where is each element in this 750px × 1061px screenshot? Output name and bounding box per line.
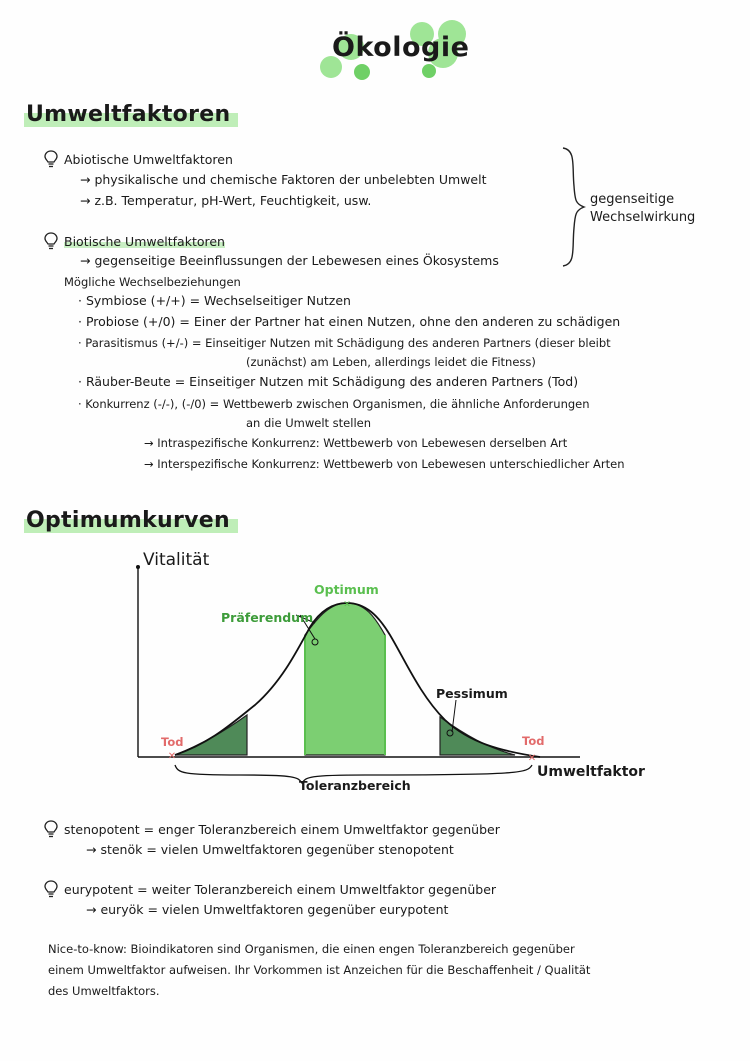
praeferendum-label: Präferendum bbox=[221, 610, 314, 625]
page-title: Ökologie bbox=[332, 32, 470, 63]
tod-label-right: Tod bbox=[522, 734, 545, 748]
konkurrenz-line-1: · Konkurrenz (-/-), (-/0) = Wettbewerb zwischen Organismen, die ähnliche Anforderungen bbox=[78, 397, 590, 411]
abiotic-heading: Abiotische Umweltfaktoren bbox=[44, 150, 233, 168]
praeferendum-area bbox=[305, 603, 385, 755]
stenoek-line: → stenök = vielen Umweltfaktoren gegenüber stenopotent bbox=[86, 842, 454, 857]
optimum-label: Optimum bbox=[314, 582, 379, 597]
curly-brace bbox=[558, 146, 588, 268]
brace-label-2: Wechselwirkung bbox=[590, 210, 696, 225]
biotic-sub: Mögliche Wechselbeziehungen bbox=[64, 275, 241, 289]
intraspezifisch-line: → Intraspezifische Konkurrenz: Wettbewerb von Lebewesen derselben Art bbox=[144, 436, 568, 450]
tod-marker-left: ✕ bbox=[167, 751, 177, 762]
stenopotent-line: stenopotent = enger Toleranzbereich einem Umweltfaktor gegenüber bbox=[44, 820, 500, 838]
lightbulb-icon bbox=[44, 880, 58, 898]
biotic-heading: Biotische Umweltfaktoren bbox=[44, 232, 225, 250]
tod-marker-right: ✕ bbox=[527, 753, 537, 764]
symbiose-line: · Symbiose (+/+) = Wechselseitiger Nutzen bbox=[78, 293, 351, 308]
abiotic-line-1: → physikalische und chemische Faktoren der unbelebten Umwelt bbox=[80, 172, 487, 187]
decor-dot bbox=[354, 64, 370, 80]
biotic-line-1: → gegenseitige Beeinflussungen der Lebewesen eines Ökosystems bbox=[80, 253, 499, 268]
lightbulb-icon bbox=[44, 820, 58, 838]
nice-to-know-line-3: des Umweltfaktors. bbox=[48, 984, 160, 998]
konkurrenz-line-2: an die Umwelt stellen bbox=[246, 416, 372, 430]
probiose-line: · Probiose (+/0) = Einer der Partner hat einen Nutzen, ohne den anderen zu schädigen bbox=[78, 314, 621, 329]
y-axis-label: Vitalität bbox=[143, 550, 210, 570]
tod-label-left: Tod bbox=[161, 735, 184, 749]
eurypotent-line: eurypotent = weiter Toleranzbereich einem Umweltfaktor gegenüber bbox=[44, 880, 496, 898]
nice-to-know-line-2: einem Umweltfaktor aufweisen. Ihr Vorkommen ist Anzeichen für die Beschaffenheit / Qualität bbox=[48, 963, 591, 977]
raeuber-line: · Räuber-Beute = Einseitiger Nutzen mit Schädigung des anderen Partners (Tod) bbox=[78, 374, 579, 389]
lightbulb-icon bbox=[44, 150, 58, 168]
interspezifisch-line: → Interspezifische Konkurrenz: Wettbewerb von Lebewesen unterschiedlicher Arten bbox=[144, 457, 625, 471]
section-heading-umweltfaktoren: Umweltfaktoren bbox=[22, 102, 244, 127]
parasitismus-line-1: · Parasitismus (+/-) = Einseitiger Nutzen mit Schädigung des anderen Partners (dieser bleibt bbox=[78, 336, 611, 350]
brace-label-1: gegenseitige bbox=[590, 192, 675, 207]
euryoek-line: → euryök = vielen Umweltfaktoren gegenüber eurypotent bbox=[86, 902, 449, 917]
nice-to-know-line-1: Nice-to-know: Bioindikatoren sind Organismen, die einen engen Toleranzbereich gegenüber bbox=[48, 942, 575, 956]
abiotic-line-2: → z.B. Temperatur, pH-Wert, Feuchtigkeit, usw. bbox=[80, 193, 372, 208]
toleranz-label: Toleranzbereich bbox=[299, 778, 411, 793]
pessimum-label: Pessimum bbox=[436, 686, 508, 701]
page-title-block bbox=[320, 20, 470, 90]
lightbulb-icon bbox=[44, 232, 58, 250]
x-axis-label: Umweltfaktor bbox=[537, 764, 645, 780]
svg-text:✕: ✕ bbox=[343, 600, 351, 610]
section-heading-optimumkurven: Optimumkurven bbox=[22, 508, 244, 533]
optimum-curve-diagram bbox=[120, 545, 680, 800]
decor-dot bbox=[422, 64, 436, 78]
parasitismus-line-2: (zunächst) am Leben, allerdings leidet die Fitness) bbox=[246, 355, 536, 369]
